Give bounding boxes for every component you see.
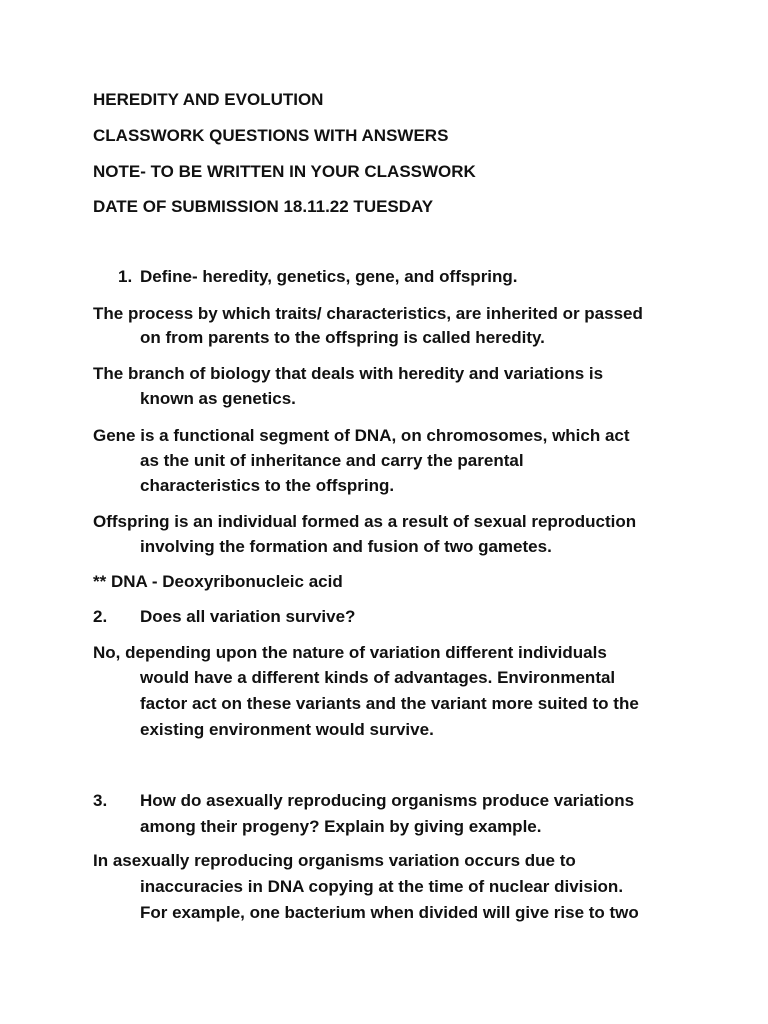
question-2-text: Does all variation survive? [140, 607, 356, 626]
answer-3-line-2: inaccuracies in DNA copying at the time of nuclear division. [140, 877, 624, 896]
submission-date: DATE OF SUBMISSION 18.11.22 TUESDAY [93, 197, 434, 216]
document-subtitle: CLASSWORK QUESTIONS WITH ANSWERS [93, 126, 449, 145]
document-note: NOTE- TO BE WRITTEN IN YOUR CLASSWORK [93, 162, 476, 181]
answer-2-line-2: would have a different kinds of advantages. Environmental [140, 668, 616, 687]
answer-3-line-3: For example, one bacterium when divided will give rise to two [140, 903, 639, 922]
answer-genetics-line-2: known as genetics. [140, 389, 296, 408]
question-2-number: 2. [93, 607, 108, 626]
answer-gene-line-1: Gene is a functional segment of DNA, on chromosomes, which act [93, 426, 630, 445]
answer-gene-line-2: as the unit of inheritance and carry the parental [140, 451, 524, 470]
answer-3-line-1: In asexually reproducing organisms variation occurs due to [93, 851, 576, 870]
question-3-text-line-1: How do asexually reproducing organisms produce variations [140, 791, 635, 810]
question-3-number: 3. [93, 791, 108, 810]
answer-genetics-line-1: The branch of biology that deals with heredity and variations is [93, 364, 604, 383]
dna-footnote: ** DNA - Deoxyribonucleic acid [93, 572, 343, 591]
answer-heredity-line-1: The process by which traits/ characteristics, are inherited or passed [93, 304, 643, 323]
answer-gene-line-3: characteristics to the offspring. [140, 476, 395, 495]
document-title: HEREDITY AND EVOLUTION [93, 90, 324, 109]
answer-offspring-line-1: Offspring is an individual formed as a result of sexual reproduction [93, 512, 637, 531]
question-1-text: Define- heredity, genetics, gene, and offspring. [140, 267, 518, 286]
answer-heredity-line-2: on from parents to the offspring is called heredity. [140, 328, 545, 347]
answer-2-line-4: existing environment would survive. [140, 720, 434, 739]
answer-offspring-line-2: involving the formation and fusion of two gametes. [140, 537, 552, 556]
question-1-number: 1. [118, 267, 133, 286]
answer-2-line-3: factor act on these variants and the variant more suited to the [140, 694, 639, 713]
answer-2-line-1: No, depending upon the nature of variation different individuals [93, 643, 607, 662]
question-3-text-line-2: among their progeny? Explain by giving example. [140, 817, 542, 836]
